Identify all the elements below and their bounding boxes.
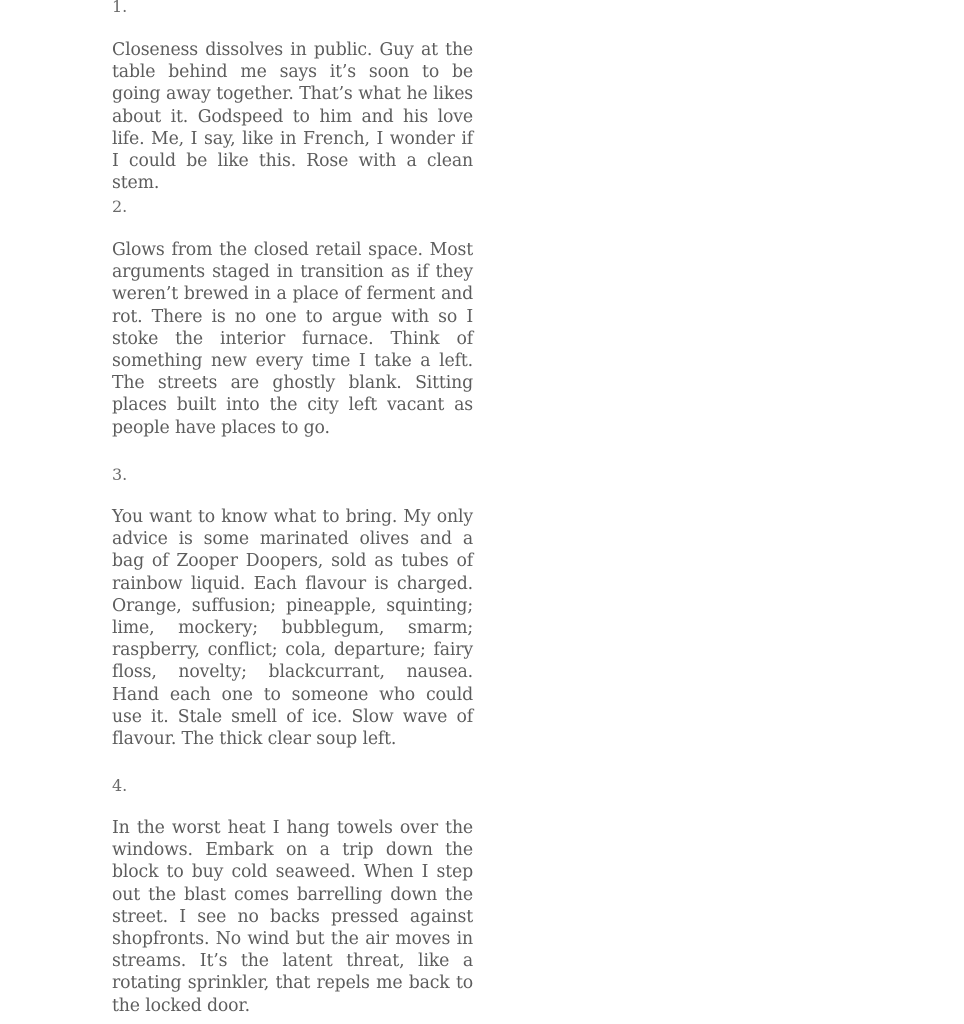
section-paragraph: Closeness dissolves in public. Guy at the table behind me says it’s soon to be going away together. That’s what he likes about it. Godspeed to him and his love life. Me, I say, like in French, I wonder if I could be like this. Rose with a clean stem. [112,40,473,194]
section-paragraph: You want to know what to bring. My only advice is some marinated olives and a bag of Zooper Doopers, sold as tubes of rainbow liquid. Each flavour is charged. Orange, suffusion; pineapple, squinting; lime, mockery; bubblegum, smarm; raspberry, conflict; cola, departure; fairy floss, novelty; blackcurrant, nausea. Hand each one to someone who could use it. Stale smell of ice. Slow wave of flavour. The thick clear soup left. [112,507,473,750]
section-number: 2. [112,197,128,216]
section-paragraph: In the worst heat I hang towels over the windows. Embark on a trip down the block to buy cold seaweed. When I step out the blast comes barrelling down the street. I see no backs pressed against shopfronts. No wind but the air moves in streams. It’s the latent threat, like a rotating sprinkler, that repels me back to the locked door. [112,818,473,1016]
section-paragraph: Glows from the closed retail space. Most arguments staged in transition as if they weren’t brewed in a place of ferment and rot. There is no one to argue with so I stoke the interior furnace. Think of something new every time I take a left. The streets are ghostly blank. Sitting places built into the city left vacant as people have places to go. [112,240,473,438]
section-number: 3. [112,465,128,484]
section-number: 1. [112,0,128,16]
section-number: 4. [112,776,128,795]
